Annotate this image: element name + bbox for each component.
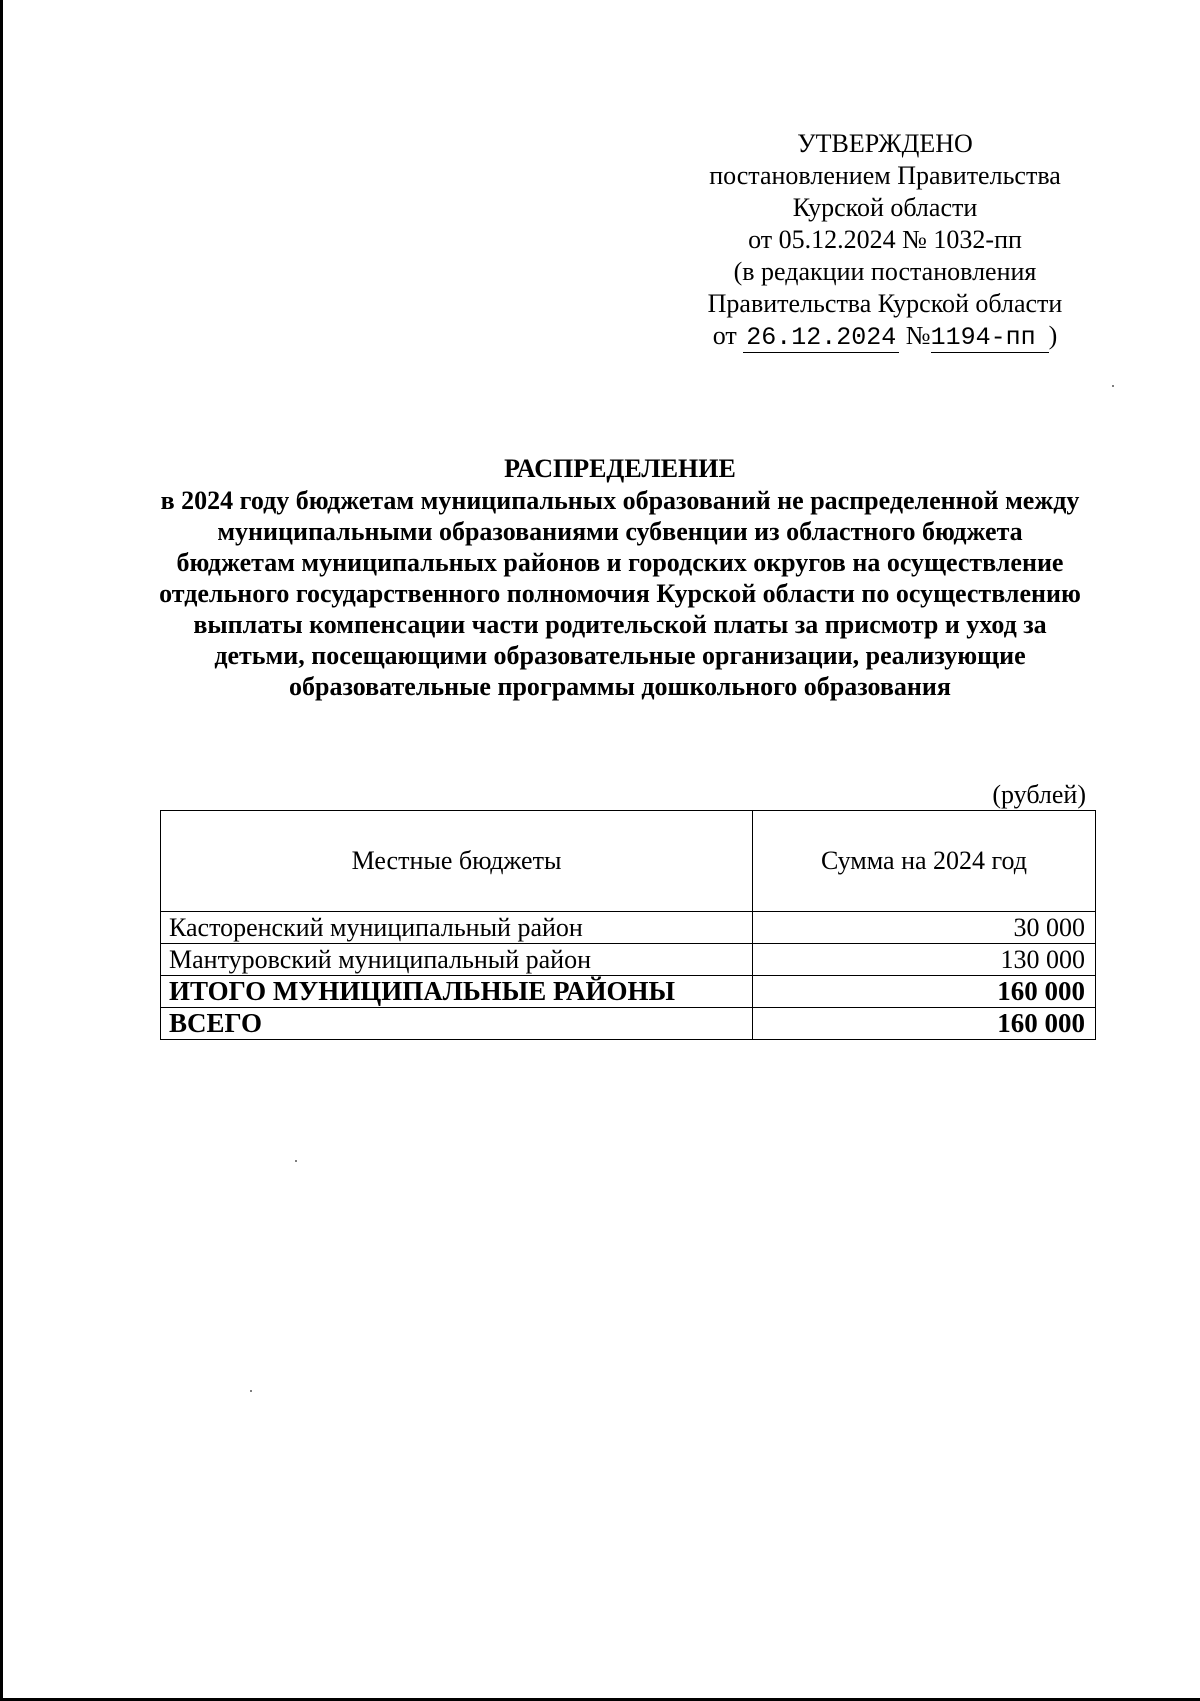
table-row (161, 944, 1096, 976)
approval-from-label: от (712, 321, 737, 350)
total-name: ВСЕГО (161, 1008, 753, 1040)
amendment-date: 26.12.2024 (743, 324, 899, 353)
row-amount: 30 000 (753, 912, 1096, 944)
approval-line: Правительства Курской области (707, 289, 1063, 318)
subtotal-amount: 160 000 (753, 976, 1096, 1008)
approval-stamp (660, 128, 1110, 353)
currency-unit: (рублей) (992, 780, 1086, 809)
approval-original-decree: от 05.12.2024 № 1032-пп (748, 225, 1022, 254)
document-title: РАСПРЕДЕЛЕНИЕ (504, 454, 736, 483)
table-header-row (161, 811, 1096, 912)
header-amount-2024: Сумма на 2024 год (753, 811, 1096, 912)
row-amount: 130 000 (753, 944, 1096, 976)
approval-title: УТВЕРЖДЕНО (797, 129, 973, 158)
scan-speck (250, 1390, 252, 1392)
closing-paren: ) (1048, 321, 1058, 350)
approval-amendment-decree (660, 320, 1110, 353)
document-heading (155, 453, 1085, 702)
approval-line: постановлением Правительства (709, 161, 1061, 190)
header-local-budgets: Местные бюджеты (161, 811, 753, 912)
approval-line: Курской области (792, 193, 978, 222)
approval-line: (в редакции постановления (733, 257, 1037, 286)
scan-speck (1112, 385, 1114, 387)
row-name: Касторенский муниципальный район (161, 912, 753, 944)
amendment-number: 1194-пп (931, 324, 1049, 353)
row-name: Мантуровский муниципальный район (161, 944, 753, 976)
total-row (161, 1008, 1096, 1040)
table-row (161, 912, 1096, 944)
subtotal-row (161, 976, 1096, 1008)
scan-edge-left (0, 0, 3, 1701)
number-sign: № (905, 321, 931, 350)
document-subtitle: в 2024 году бюджетам муниципальных образований не распределенной между муниципальными образованиями субвенции из областного бюджета бюджетам муниципальных районов и городских округов на осуществление отдельного государственного полномочия Курской области по осуществлению выплаты компенсации части родительской платы за присмотр и уход за детьми, посещающими образовательные организации, реализующие образовательные программы дошкольного образования (159, 486, 1081, 701)
subtotal-name: ИТОГО МУНИЦИПАЛЬНЫЕ РАЙОНЫ (161, 976, 753, 1008)
scan-speck (295, 1160, 297, 1162)
distribution-table (160, 810, 1096, 1040)
total-amount: 160 000 (753, 1008, 1096, 1040)
